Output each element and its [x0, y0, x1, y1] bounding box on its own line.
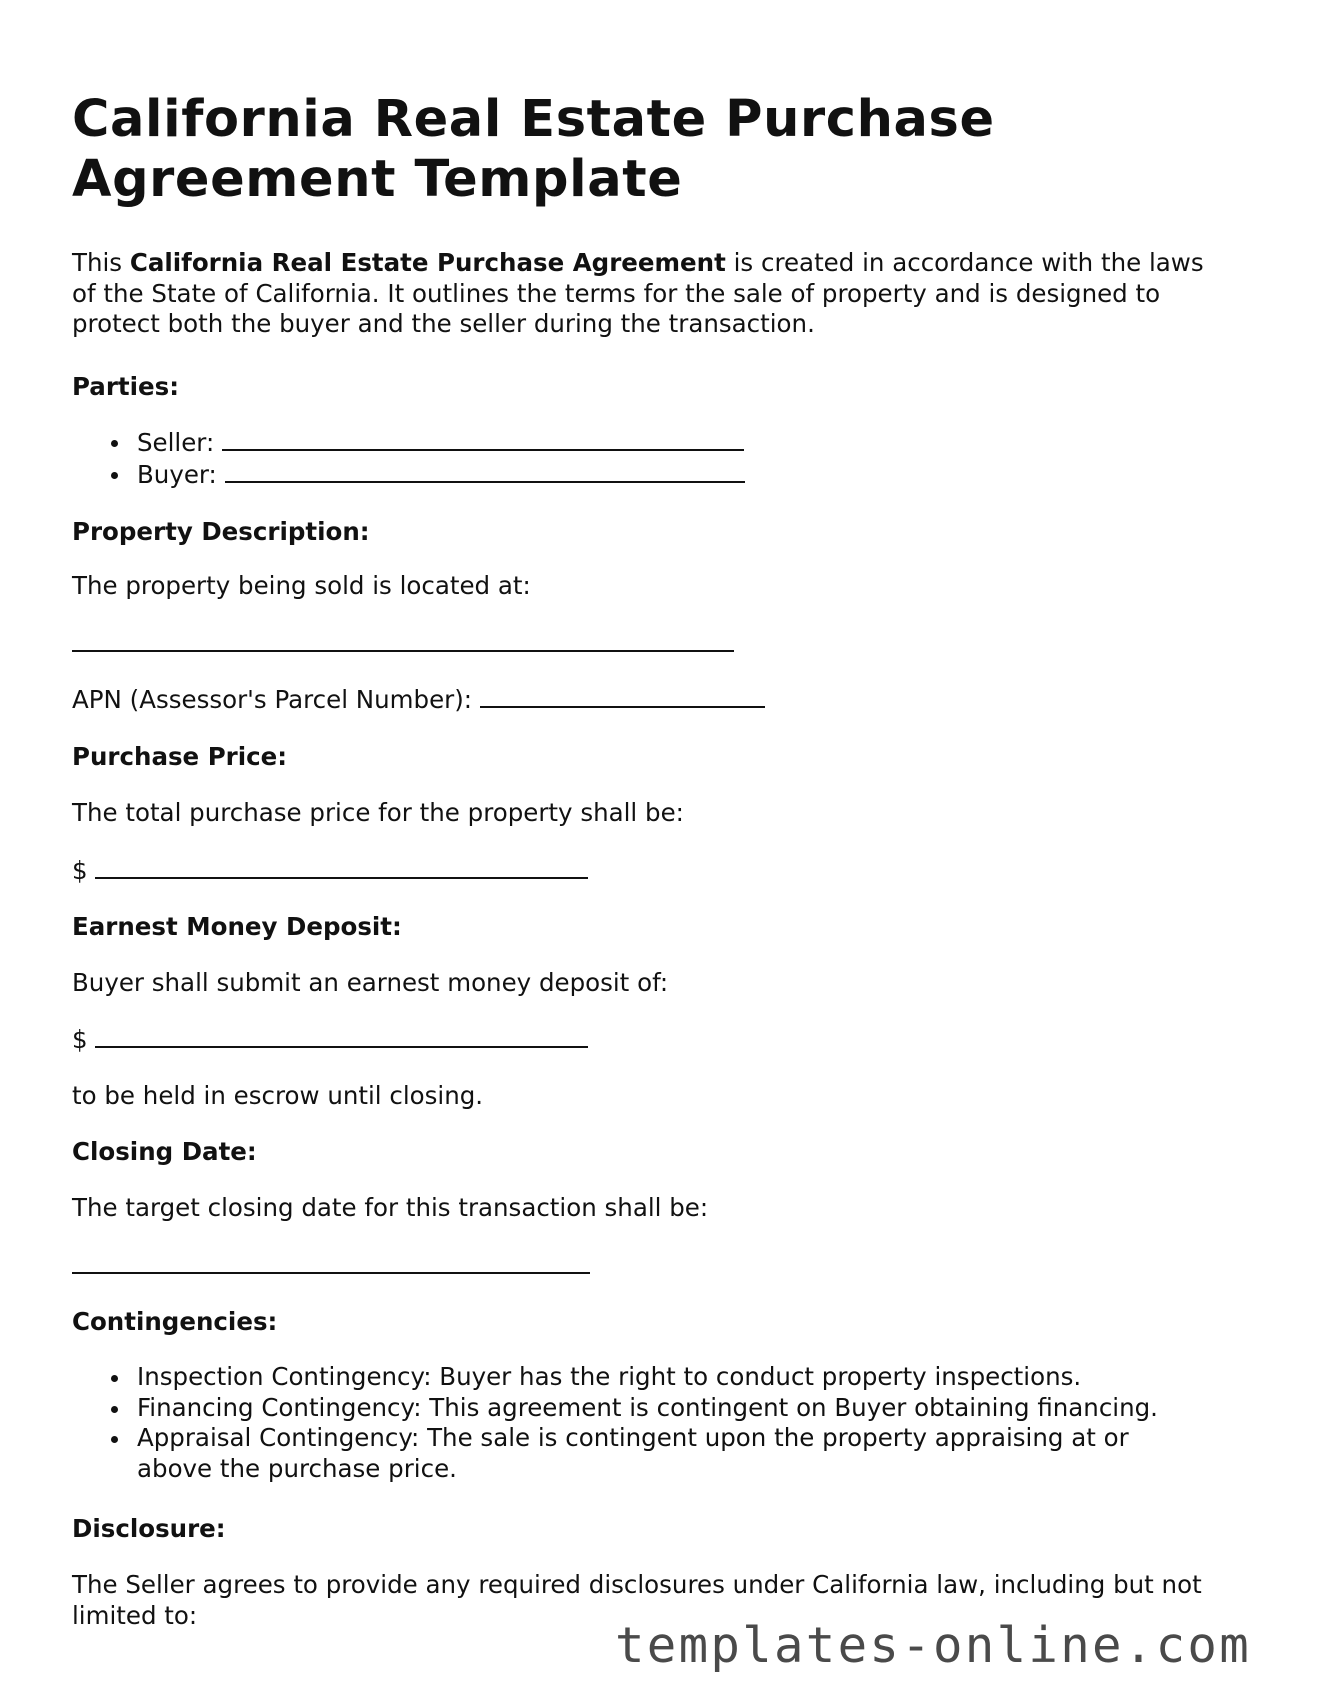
- purchase-price-row: [72, 855, 588, 887]
- property-address-row: [72, 628, 734, 660]
- contingencies-list: [72, 1362, 1237, 1484]
- earnest-money-after: to be held in escrow until closing.: [72, 1081, 484, 1110]
- seller-blank-line[interactable]: [222, 427, 744, 451]
- intro-suffix: is created in accordance with the laws of the State of California. It outlines the terms for the sale of property and is designed to protect both the buyer and the seller during the transaction.: [72, 248, 1204, 338]
- contingency-item: Financing Contingency: This agreement is contingent on Buyer obtaining financing.: [72, 1393, 1237, 1424]
- property-text: The property being sold is located at:: [72, 571, 531, 600]
- closing-text: The target closing date for this transaction shall be:: [72, 1193, 709, 1222]
- purchase-price-currency: $: [72, 856, 88, 885]
- disclosure-text: The Seller agrees to provide any required disclosures under California law, including but not limited to:: [72, 1570, 1202, 1630]
- contingency-item: Inspection Contingency: Buyer has the right to conduct property inspections.: [72, 1362, 1237, 1393]
- earnest-money-currency: $: [72, 1025, 88, 1054]
- purchase-price-heading: Purchase Price:: [72, 742, 288, 771]
- contingencies-heading: Contingencies:: [72, 1307, 278, 1336]
- earnest-money-row: [72, 1024, 588, 1056]
- disclosure-heading: Disclosure:: [72, 1514, 226, 1543]
- parties-list: [72, 427, 1237, 490]
- document-title: California Real Estate Purchase Agreement Template: [72, 90, 995, 209]
- buyer-item: [72, 459, 1237, 491]
- earnest-money-blank-line[interactable]: [95, 1024, 588, 1048]
- apn-row: [72, 684, 765, 716]
- purchase-price-text: The total purchase price for the property shall be:: [72, 798, 684, 827]
- contingency-item: Appraisal Contingency: The sale is contingent upon the property appraising at or above the purchase price.: [72, 1423, 1177, 1484]
- seller-item: [72, 427, 1237, 459]
- intro-paragraph: [72, 248, 1212, 340]
- closing-date-blank-line[interactable]: [72, 1250, 590, 1274]
- earnest-money-heading: Earnest Money Deposit:: [72, 912, 402, 941]
- intro-bold-title: California Real Estate Purchase Agreement: [129, 248, 726, 277]
- closing-heading: Closing Date:: [72, 1137, 257, 1166]
- seller-label: Seller:: [137, 428, 215, 457]
- buyer-blank-line[interactable]: [225, 459, 745, 483]
- intro-prefix: This: [72, 248, 130, 277]
- property-address-blank-line[interactable]: [72, 628, 734, 652]
- earnest-money-text: Buyer shall submit an earnest money deposit of:: [72, 968, 669, 997]
- buyer-label: Buyer:: [137, 459, 217, 489]
- apn-label: APN (Assessor's Parcel Number):: [72, 685, 473, 714]
- purchase-price-blank-line[interactable]: [95, 855, 588, 879]
- closing-date-row: [72, 1250, 590, 1282]
- watermark: templates-online.com: [615, 1617, 1252, 1674]
- property-heading: Property Description:: [72, 517, 370, 546]
- parties-heading: Parties:: [72, 372, 180, 401]
- apn-blank-line[interactable]: [480, 684, 765, 708]
